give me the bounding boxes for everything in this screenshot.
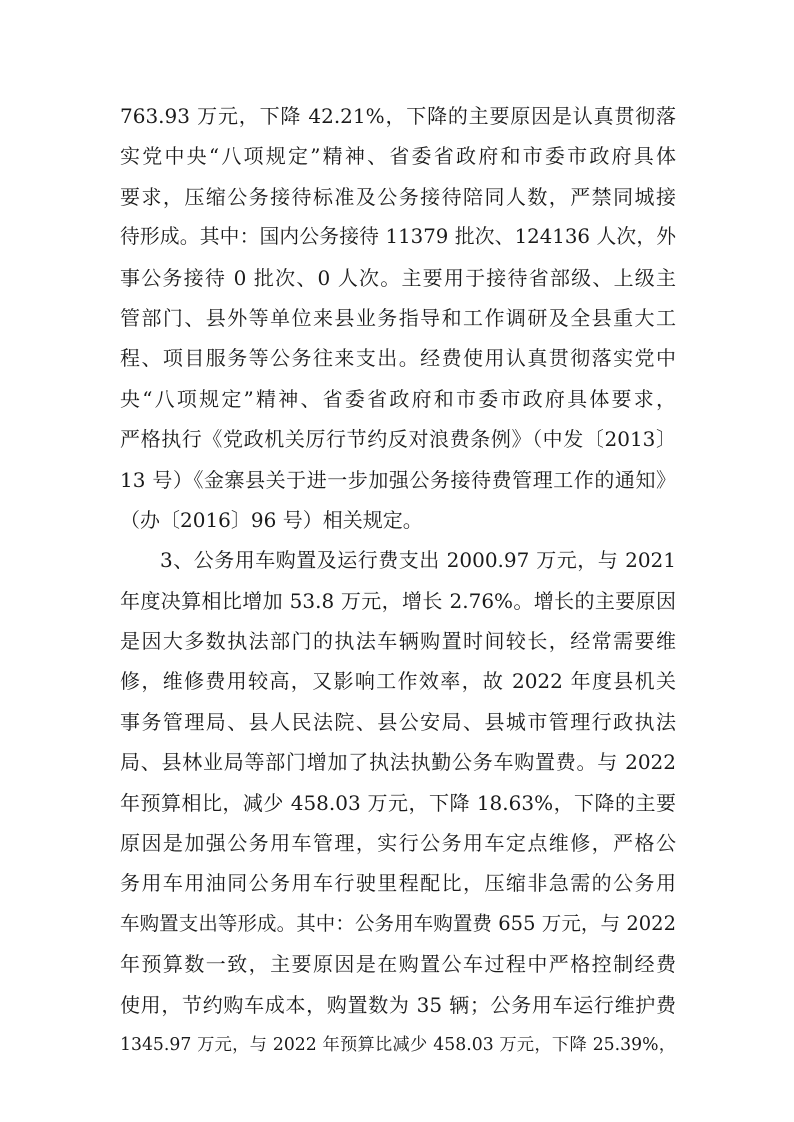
text-line: 763.93 万元，下降 42.21%，下降的主要原因是认真贯彻落 [120, 104, 676, 128]
text-line: 实党中央“八项规定”精神、省委省政府和市委市政府具体 [120, 144, 676, 169]
text-line: 局、县林业局等部门增加了执法执勤公务车购置费。与 2022 [120, 750, 676, 775]
text-line: 1345.97 万元，与 2022 年预算比减少 458.03 万元，下降 25.39%， [120, 1034, 676, 1055]
text-line: 管部门、县外等单位来县业务指导和工作调研及全县重大工 [120, 305, 676, 330]
text-line: 待形成。其中：国内公务接待 11379 批次、124136 人次，外 [120, 225, 676, 249]
text-line: 是因大多数执法部门的执法车辆购置时间较长，经常需要维 [120, 629, 676, 654]
paragraph-start-line: 3、公务用车购置及运行费支出 2000.97 万元，与 2021 [160, 548, 676, 573]
text-line: 年度决算相比增加 53.8 万元，增长 2.76%。增长的主要原因 [120, 588, 676, 613]
text-line: 事公务接待 0 批次、0 人次。主要用于接待省部级、上级主 [120, 265, 676, 290]
text-line: 事务管理局、县人民法院、县公安局、县城市管理行政执法 [120, 709, 676, 734]
text-line: 央“八项规定”精神、省委省政府和市委市政府具体要求， [120, 386, 676, 411]
text-line: 务用车用油同公务用车行驶里程配比，压缩非急需的公务用 [120, 871, 676, 896]
text-line: 程、项目服务等公务往来支出。经费使用认真贯彻落实党中 [120, 346, 676, 371]
text-line: 车购置支出等形成。其中：公务用车购置费 655 万元，与 2022 [120, 911, 676, 935]
text-line: 原因是加强公务用车管理，实行公务用车定点维修，严格公 [120, 831, 676, 856]
text-line: 严格执行《党政机关厉行节约反对浪费条例》（中发〔2013〕 [120, 427, 676, 452]
text-line: 使用，节约购车成本，购置数为 35 辆；公务用车运行维护费 [120, 992, 676, 1017]
text-line: 年预算数一致，主要原因是在购置公车过程中严格控制经费 [120, 952, 676, 977]
text-line: 13 号）《金寨县关于进一步加强公务接待费管理工作的通知》 [120, 467, 676, 492]
text-line: （办〔2016〕96 号）相关规定。 [120, 507, 423, 532]
text-line: 修，维修费用较高，又影响工作效率，故 2022 年度县机关 [120, 669, 676, 694]
body-text [120, 96, 676, 1065]
text-line: 年预算相比，减少 458.03 万元，下降 18.63%，下降的主要 [120, 790, 676, 815]
text-line: 要求，压缩公务接待标准及公务接待陪同人数，严禁同城接 [120, 184, 676, 209]
